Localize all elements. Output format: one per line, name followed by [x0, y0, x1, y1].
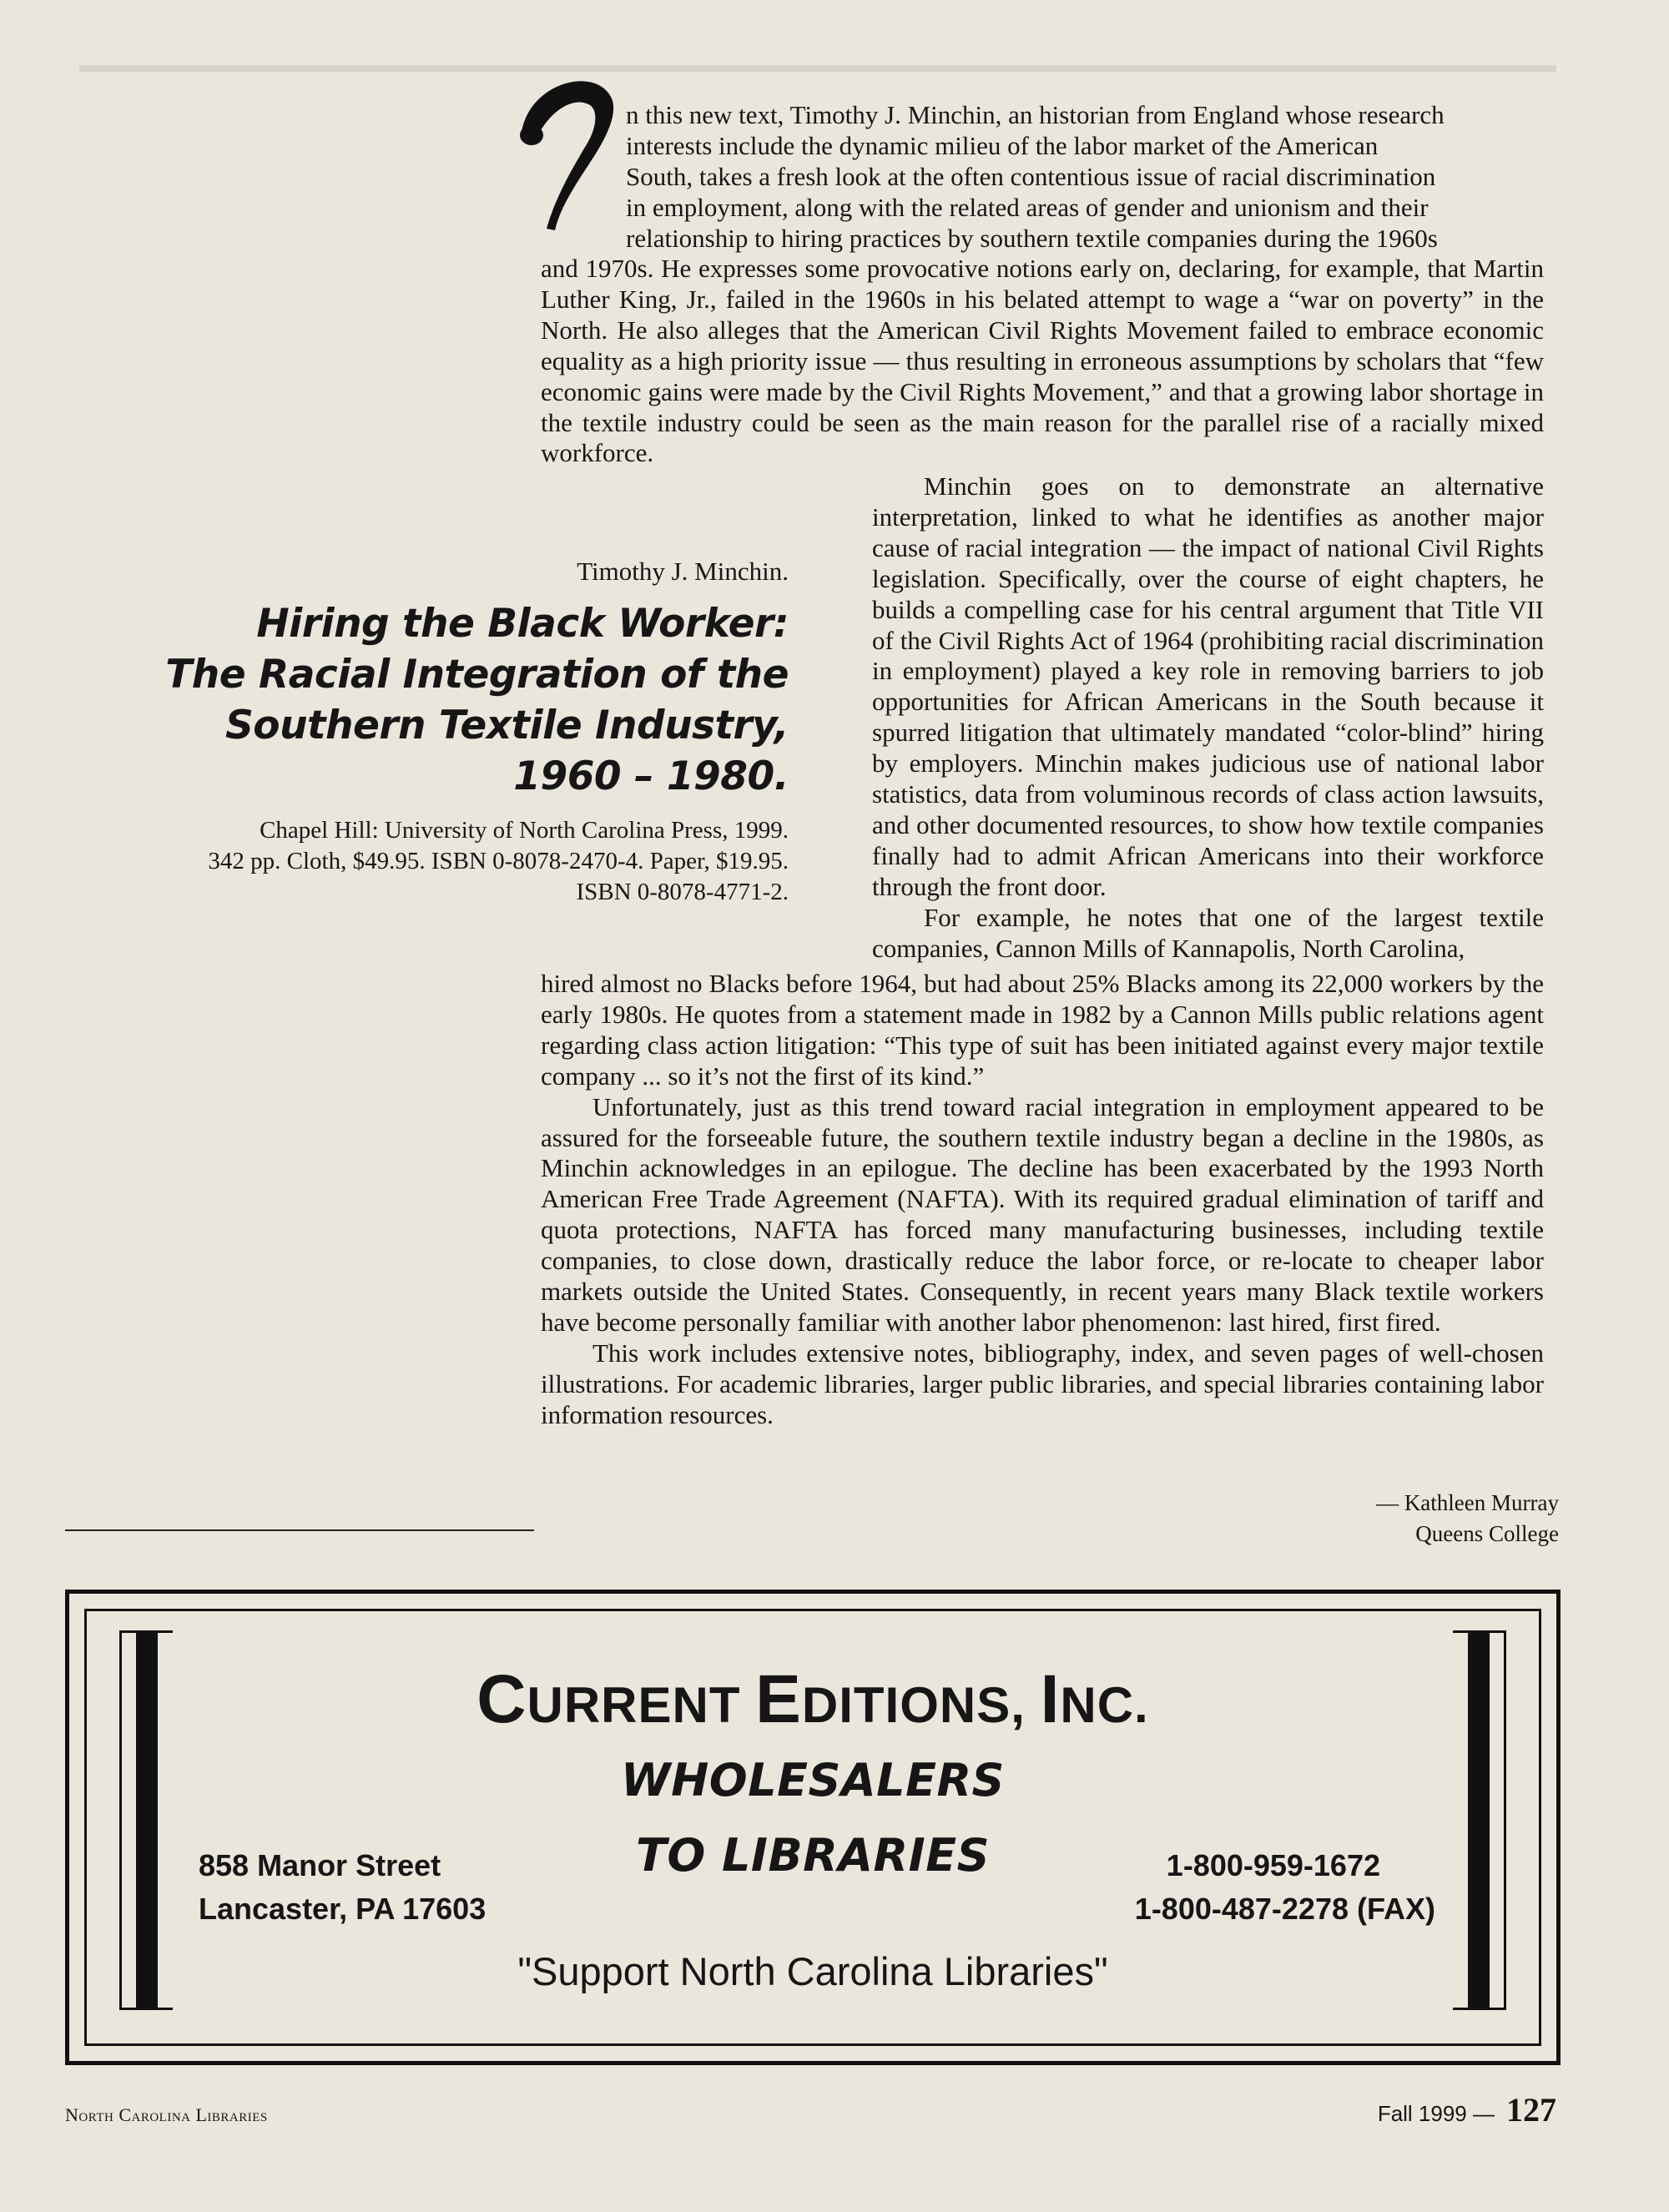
- footer-issue-date: Fall 1999 —: [1377, 2101, 1495, 2126]
- ad-company-name: [69, 1660, 1556, 1739]
- page-number: 127: [1506, 2091, 1556, 2129]
- book-author: Timothy J. Minchin.: [577, 557, 789, 586]
- review-paragraph-2: Minchin goes on to demonstrate an alternative interpretation, linked to what he identifies as another major cause of racial integration — the impact of national Civil Rights legislation. Specifically, over the course of eight chapters, he builds a compelling case for his central argument that Title VII of the Civil Rights Act of 1964 (prohibiting racial discrimination in employment) played a key role in removing barriers to job opportunities for African Americans in the South because it spurred litigation that ultimately mandated “color-blind” hiring by employers. Minchin makes judicious use of national labor statistics, data from voluminous records of class action lawsuits, and other documented resources, to show how textile companies finally had to admit African Americans into their workforce through the front door.: [872, 471, 1544, 901]
- review-paragraph-3-start: For example, he notes that one of the largest textile companies, Cannon Mills of Kannapolis, North Carolina,: [872, 902, 1544, 963]
- footer-journal-name: North Carolina Libraries: [65, 2104, 268, 2125]
- review-paragraph-3-rest: hired almost no Blacks before 1964, but had about 25% Blacks among its 22,000 workers by the early 1980s. He quotes from a statement made in 1982 by a Cannon Mills public relations agent regarding class action litigation: “This type of suit has been initiated against every major textile company ... so it’s not the first of its kind.”: [541, 969, 1544, 1091]
- review-right-column: [872, 471, 1544, 965]
- ad-contact-numbers: [1135, 1844, 1435, 1931]
- header-bleed-band: [79, 65, 1556, 72]
- review-paragraph-5: This work includes extensive notes, bibliography, index, and seven pages of well-chosen illustrations. For academic libraries, larger public libraries, and special libraries containing labor information resources.: [541, 1338, 1544, 1429]
- book-title-line: Hiring the Black Worker:: [256, 601, 789, 647]
- ad-company-cap: E: [755, 1661, 802, 1737]
- ad-company-part: DITIONS,: [801, 1677, 1041, 1733]
- book-publication-details: [83, 815, 789, 908]
- ad-address: [199, 1844, 486, 1931]
- ad-company-part: NC.: [1060, 1677, 1149, 1733]
- intro-line: n this new text, Timothy J. Minchin, an historian from England whose research: [626, 100, 1445, 129]
- intro-line: relationship to hiring practices by southern textile companies during the 1960s: [626, 223, 1438, 253]
- ad-company-cap: C: [476, 1661, 527, 1737]
- intro-line: in employment, along with the related areas of gender and unionism and their: [626, 192, 1429, 222]
- book-pub-line: 342 pp. Cloth, $49.95. ISBN 0-8078-2470-4. Paper, $19.95.: [208, 848, 789, 874]
- review-intro-continuation: [541, 254, 1544, 469]
- ad-phone-number: 1-800-959-1672: [1166, 1848, 1380, 1882]
- intro-line: South, takes a fresh look at the often contentious issue of racial discrimination: [626, 161, 1436, 191]
- ad-street: 858 Manor Street: [199, 1848, 441, 1882]
- reviewer-signature: [1376, 1488, 1559, 1549]
- ad-fax-number: 1-800-487-2278 (FAX): [1134, 1892, 1435, 1926]
- intro-line: interests include the dynamic milieu of the labor market of the American: [626, 130, 1379, 160]
- book-pub-line: ISBN 0-8078-4771-2.: [576, 879, 789, 905]
- review-full-width-column: [541, 969, 1544, 1431]
- review-paragraph-4: Unfortunately, just as this trend toward racial integration in employment appeared to be assured for the forseeable future, the southern textile industry began a decline in the 1980s, as Minchin acknowledges in an epilogue. The decline has been exacerbated by the 1993 North American Free Trade Agreement (NAFTA). With its required gradual elimination of tariff and quota protections, NAFTA has forced many manufacturing businesses, including textile companies, to close down, drastically reduce the labor force, or re-locate to cheaper labor markets outside the United States. Consequently, in recent years many Black textile workers have become personally familiar with another labor phenomenon: last hired, first fired.: [541, 1091, 1544, 1337]
- book-title-line: Southern Textile Industry,: [224, 703, 789, 748]
- ad-tagline-line-2: TO LIBRARIES: [635, 1829, 991, 1882]
- ad-tagline-line-1: WHOLESALERS: [621, 1754, 1005, 1806]
- book-title-line: The Racial Integration of the: [165, 652, 789, 698]
- book-title: [83, 598, 789, 802]
- ad-slogan: "Support North Carolina Libraries": [517, 1949, 1108, 1993]
- book-title-line: 1960 – 1980.: [513, 753, 789, 799]
- advertisement: [65, 1590, 1561, 2065]
- review-intro-lines: [626, 100, 1544, 254]
- book-citation: [83, 555, 789, 908]
- footer-issue: [1378, 2090, 1556, 2129]
- reviewer-name: — Kathleen Murray: [1376, 1490, 1559, 1515]
- reviewer-affiliation: Queens College: [1415, 1521, 1559, 1546]
- ad-city: Lancaster, PA 17603: [199, 1892, 487, 1926]
- section-divider: [65, 1529, 534, 1531]
- ad-company-cap: I: [1040, 1661, 1061, 1737]
- review-paragraph-1-rest: and 1970s. He expresses some provocative notions early on, declaring, for example, that Martin Luther King, Jr., failed in the 1960s in his belated attempt to wage a “war on poverty” in the North. He also alleges that the American Civil Rights Movement failed to embrace economic equality as a high priority issue — thus resulting in erroneous assumptions by scholars that “few economic gains were made by the Civil Rights Movement,” and that a growing labor shortage in the textile industry could be seen as the main reason for the parallel rise of a racially mixed workforce.: [541, 254, 1544, 468]
- ad-company-part: URRENT: [527, 1677, 756, 1733]
- drop-cap-letter-i: [513, 65, 622, 232]
- book-pub-line: Chapel Hill: University of North Carolina Press, 1999.: [260, 817, 789, 844]
